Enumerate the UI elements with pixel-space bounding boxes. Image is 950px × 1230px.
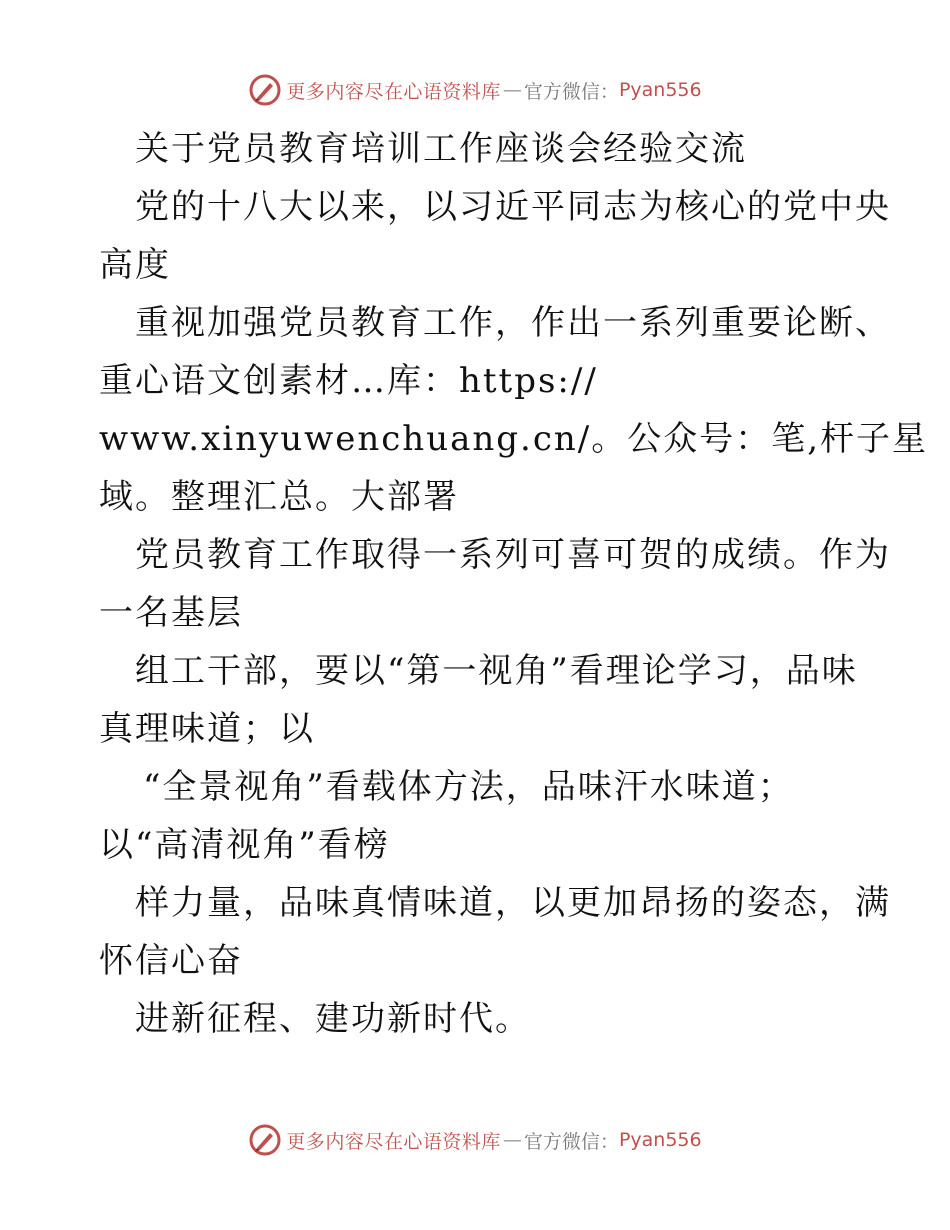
header-wechat-id: Pyan556 (618, 79, 702, 101)
pen-logo-icon (248, 1123, 282, 1157)
paragraph-line: 真理味道；以 (99, 709, 315, 749)
paragraph-line: 进新征程、建功新时代。 (135, 999, 531, 1039)
paragraph-line: “全景视角”看载体方法，品味汗水味道； (143, 767, 794, 807)
paragraph-line: www.xinyuwenchuang.cn/。公众号：笔,杆子星 (99, 419, 929, 459)
paragraph-line: 怀信心奋 (99, 941, 243, 981)
paragraph-line: 高度 (99, 245, 171, 285)
paragraph-line: 以“高清视角”看榜 (99, 825, 390, 865)
pen-logo-icon (248, 73, 282, 107)
document-title: 关于党员教育培训工作座谈会经验交流 (135, 129, 747, 169)
footer-banner-text: 更多内容尽在心语资料库 (286, 1130, 501, 1153)
header-wechat-label: 官方微信： (523, 80, 619, 103)
paragraph-line: 党的十八大以来，以习近平同志为核心的党中央 (135, 187, 891, 227)
paragraph-line: 重心语文创素材…库：https:// (99, 361, 598, 401)
header-banner-dash: — (502, 79, 522, 101)
paragraph-line: 重视加强党员教育工作，作出一系列重要论断、 (135, 303, 891, 343)
document-body (99, 120, 929, 1048)
footer-banner-dash: — (502, 1129, 522, 1151)
footer-wechat-label: 官方微信： (523, 1130, 619, 1153)
header-banner-text: 更多内容尽在心语资料库 (286, 80, 501, 103)
header-banner (0, 70, 950, 110)
paragraph-line: 党员教育工作取得一系列可喜可贺的成绩。作为 (135, 535, 891, 575)
paragraph-line: 一名基层 (99, 593, 243, 633)
paragraph-line: 样力量，品味真情味道，以更加昂扬的姿态，满 (135, 883, 891, 923)
footer-wechat-id: Pyan556 (618, 1129, 702, 1151)
footer-banner (0, 1120, 950, 1160)
paragraph-line: 域。整理汇总。大部署 (99, 477, 459, 517)
paragraph-line: 组工干部，要以“第一视角”看理论学习，品味 (135, 651, 858, 691)
